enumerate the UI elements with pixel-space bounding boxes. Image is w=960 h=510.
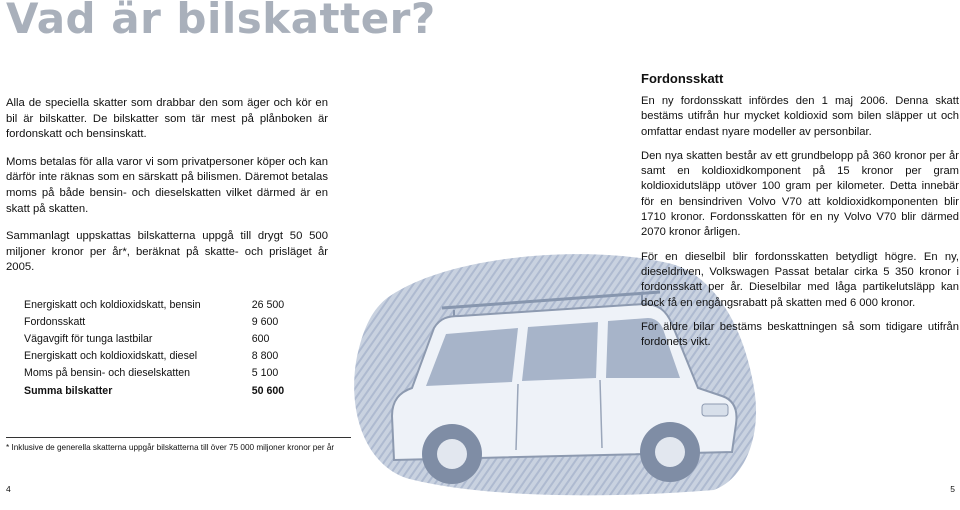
table-row <box>24 348 294 365</box>
front-wheel-hub <box>655 437 685 467</box>
tax-value: 9 600 <box>251 315 279 328</box>
tax-value: 600 <box>251 332 270 345</box>
table-row <box>24 296 294 313</box>
section-paragraph: Den nya skatten består av ett grundbelopp på 360 kronor per år samt en koldioxidkomponent på 15 kronor per gram koldioxidutsläpp utöver 100 gram per kilometer. Detta innebär för en bensindriven Volvo V70 att koldioxidkomponenten blir 1710 kronor. Fordonsskatten för en ny Volvo V70 blir därmed 2070 kronor årligen. <box>641 149 959 239</box>
tax-label: Energiskatt och koldioxidskatt, diesel <box>24 350 198 363</box>
page-number-right: 5 <box>950 484 955 494</box>
intro-text <box>6 96 328 288</box>
intro-paragraph: Moms betalas för alla varor vi som privatpersoner köper och kan därför inte räknas som en särskatt på bilismen. Däremot betalas moms på både bensin- och dieselskatten vilket därmed är en skatt på skatten. <box>6 155 328 215</box>
tax-value: 26 500 <box>251 298 285 311</box>
vehicle-tax-section <box>641 71 959 359</box>
tax-label: Moms på bensin- och dieselskatten <box>24 367 191 380</box>
intro-paragraph: Alla de speciella skatter som drabbar den som äger och kör en bil är bilskatter. De bilskatter som tär mest på plånboken är fordonskatt och bensinskatt. <box>6 97 328 141</box>
section-paragraph: En ny fordonsskatt infördes den 1 maj 2006. Denna skatt bestäms utifrån hur mycket koldioxid som bilen släpper ut och omfattar endast nyare modeller av personbilar. <box>641 95 959 138</box>
intro-paragraph: Sammanlagt uppskattas bilskatterna uppgå till drygt 50 500 miljoner kronor per år*, beräknat på skatte- och prisläget år 2005. <box>6 230 328 274</box>
section-paragraph: För en dieselbil blir fordonsskatten betydligt högre. En ny, dieseldriven, Volkswagen Passat betalar cirka 5 350 kronor i fordonsskatt per år. Dieselbilar med låga partikelutsläpp kan dock få en engångsrabatt på skatten med 6 000 kronor. <box>641 250 959 309</box>
table-row <box>24 330 294 347</box>
car-window-mid <box>522 322 598 381</box>
tax-label: Vägavgift för tunga lastbilar <box>24 332 153 345</box>
footnote: * Inklusive de generella skatterna uppgår bilskatterna till över 75 000 miljoner kronor per år <box>6 443 335 452</box>
table-row <box>24 365 294 382</box>
tax-table <box>24 296 294 399</box>
tax-value: 8 800 <box>251 350 279 363</box>
tax-label: Energiskatt och koldioxidskatt, bensin <box>24 298 201 311</box>
page-number-left: 4 <box>6 484 11 494</box>
total-label: Summa bilskatter <box>24 384 113 397</box>
table-row <box>24 313 294 330</box>
section-paragraph: För äldre bilar bestäms beskattningen så som tidigare utifrån fordonets vikt. <box>641 320 959 349</box>
headlight-shape <box>702 404 728 416</box>
total-row <box>24 382 294 399</box>
tax-value: 5 100 <box>251 367 279 380</box>
rear-wheel-hub <box>437 439 467 469</box>
section-heading: Fordonsskatt <box>641 71 724 86</box>
total-value: 50 600 <box>251 384 285 397</box>
footnote-divider <box>6 437 351 438</box>
page-headline: Vad är bilskatter? <box>6 0 436 43</box>
tax-label: Fordonsskatt <box>24 315 86 328</box>
